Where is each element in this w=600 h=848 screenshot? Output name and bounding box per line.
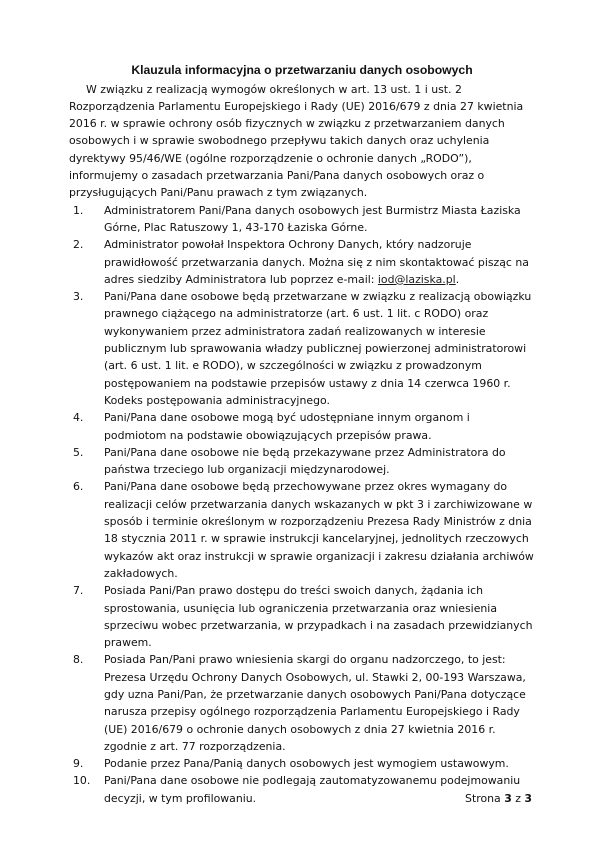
- page-number-footer: [465, 790, 532, 807]
- list-item-text: Pani/Pana dane osobowe nie będą przekazywane przez Administratora do państwa trzeciego lub organizacji międzynarodowej.: [104, 445, 506, 477]
- list-item-number: 9.: [73, 757, 84, 771]
- list-item-text: Administratorem Pani/Pana danych osobowych jest Burmistrz Miasta Łaziska Górne, Plac Ratuszowy 1, 43-170 Łaziska Górne.: [104, 203, 521, 234]
- list-item: [69, 651, 535, 755]
- list-item-text: Pani/Pana dane osobowe nie podlegają zautomatyzowanemu podejmowaniu decyzji, w tym profilowaniu.: [104, 774, 521, 805]
- list-item: [69, 202, 535, 237]
- list-item-number: 3.: [73, 290, 84, 304]
- document-body: [69, 62, 535, 807]
- list-item-text: Administrator powołał Inspektora Ochrony Danych, który nadzoruje prawidłowość przetwarzania danych. Można się z nim skontaktować pisząc na adres siedziby Administratora lub poprzez e-mail:: [104, 238, 529, 286]
- list-item: [69, 582, 535, 651]
- list-item-number: 4.: [73, 411, 84, 425]
- list-item: [69, 236, 535, 288]
- intro-paragraph: W związku z realizacją wymogów określonych w art. 13 ust. 1 i ust. 2 Rozporządzenia Parlamentu Europejskiego i Rady (UE) 2016/679 z dnia 27 kwietnia 2016 r. w sprawie ochrony osób fizycznych w związku z przetwarzaniem danych osobowych i w sprawie swobodnego przepływu takich danych oraz uchylenia dyrektywy 95/46/WE (ogólne rozporządzenie o ochronie danych „RODO”), informujemy o zasadach przetwarzania Pani/Pana danych osobowych oraz o przysługujących Pani/Panu prawach z tym związanych.: [69, 82, 524, 200]
- current-page-number: 3: [504, 792, 512, 805]
- list-item: [69, 409, 535, 444]
- list-item-number: 5.: [73, 445, 84, 459]
- list-item-number: 7.: [73, 584, 84, 598]
- list-item-text: Pani/Pana dane osobowe będą przechowywane przez okres wymagany do realizacji celów przetwarzania danych wskazanych w pkt 3 i zarchiwizowane w sposób i terminie określonym w rozporządzeniu Prezesa Rady Ministrów z dnia 18 stycznia 2011 r. w sprawie instrukcji kancelaryjnej, jednolitych rzeczowych wykazów akt oraz instrukcji w sprawie organizacji i zakresu działania archiwów zakładowych.: [104, 480, 534, 580]
- list-item-text: Pani/Pana dane osobowe będą przetwarzane w związku z realizacją obowiązku prawnego ciążącego na administratorze (art. 6 ust. 1 lit. c RODO) oraz wykonywaniem przez administratora zadań realizowanych w interesie publicznym lub sprawowania władzy publicznej powierzonej administratorowi (art. 6 ust. 1 lit. e RODO), w szczególności w związku z prowadzonym postępowaniem na podstawie przepisów ustawy z dnia 14 czerwca 1960 r. Kodeks postępowania administracyjnego.: [104, 290, 532, 407]
- list-item: [69, 444, 535, 479]
- list-item-number: 8.: [73, 653, 84, 667]
- iod-email-link[interactable]: iod@laziska.pl: [377, 272, 456, 286]
- list-item-number: 1.: [73, 203, 84, 217]
- list-item-text-end: .: [455, 272, 460, 286]
- list-item-text: Podanie przez Pana/Panią danych osobowych jest wymogiem ustawowym.: [104, 757, 509, 771]
- list-item-text: Posiada Pani/Pan prawo dostępu do treści swoich danych, żądania ich sprostowania, usunięcia lub ograniczenia przetwarzania oraz wniesienia sprzeciwu wobec przetwarzania, w przypadkach i na zasadach przewidzianych prawem.: [104, 584, 533, 650]
- page-label: Strona: [465, 792, 501, 805]
- list-item: [69, 755, 535, 772]
- list-item-number: 2.: [73, 238, 84, 252]
- list-item-number: 10.: [73, 774, 91, 788]
- list-item-number: 6.: [73, 480, 84, 494]
- list-item-text: Pani/Pana dane osobowe mogą być udostępniane innym organom i podmiotom na podstawie obowiązujących przepisów prawa.: [104, 411, 470, 442]
- document-title: Klauzula informacyjna o przetwarzaniu danych osobowych: [131, 63, 473, 77]
- list-item: [69, 288, 535, 409]
- clause-list: [69, 202, 535, 807]
- list-item-text: Posiada Pan/Pani prawo wniesienia skargi do organu nadzorczego, to jest: Prezesa Urzędu Ochrony Danych Osobowych, ul. Stawki 2, 00-193 Warszawa, gdy uzna Pani/Pan, że przetwarzanie danych osobowych Pani/Pana dotyczące narusza przepisy ogólnego rozporządzenia Parlamentu Europejskiego i Rady (UE) 2016/679 o ochronie danych osobowych z dnia 27 kwietnia 2016 r. zgodnie z art. 77 rozporządzenia.: [104, 653, 526, 753]
- total-page-count: 3: [524, 792, 532, 805]
- page-separator: z: [515, 792, 521, 805]
- list-item: [69, 478, 535, 582]
